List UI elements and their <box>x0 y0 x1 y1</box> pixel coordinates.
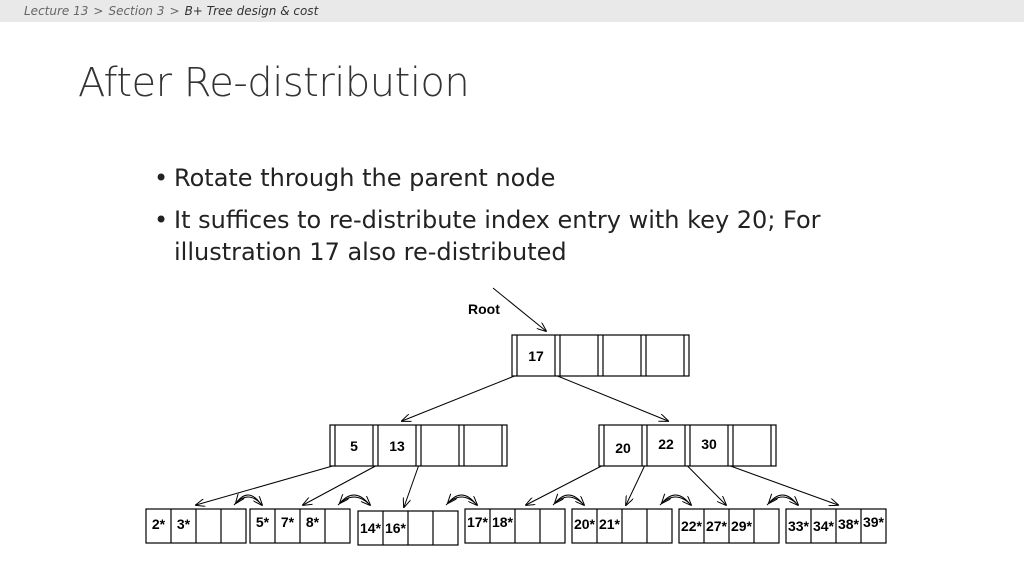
breadcrumb-current: B+ Tree design & cost <box>184 4 319 18</box>
index-key: 30 <box>701 436 717 452</box>
leaf-node <box>572 509 672 543</box>
data-entry: 14* <box>359 520 382 536</box>
index-key: 5 <box>350 438 358 454</box>
breadcrumb-section[interactable]: Section 3 <box>108 4 165 18</box>
leaf-node <box>465 509 565 543</box>
leaf-node <box>146 509 246 543</box>
bullet-text: It suffices to re-distribute index entry with key 20; For illustration 17 also re-distributed <box>174 206 821 266</box>
data-entry: 27* <box>705 518 728 534</box>
sibling-link <box>660 497 691 505</box>
child-pointer <box>626 466 645 505</box>
child-pointer <box>404 466 419 507</box>
internal-node-left <box>330 425 507 466</box>
sibling-link <box>340 495 368 503</box>
data-entry: 21* <box>598 516 621 532</box>
sibling-link <box>446 497 477 505</box>
data-entry: 3* <box>176 516 191 532</box>
sibling-link <box>553 497 584 505</box>
data-entry: 7* <box>280 514 295 530</box>
index-key: 20 <box>615 440 631 456</box>
sibling-link <box>448 495 475 503</box>
leaf-node <box>250 509 350 543</box>
data-entry: 17* <box>466 514 489 530</box>
data-entry: 20* <box>573 516 596 532</box>
data-entry: 39* <box>862 514 885 530</box>
bullet-text: Rotate through the parent node <box>174 164 556 192</box>
bullet-glyph: • <box>154 164 169 192</box>
root-label: Root <box>468 301 500 317</box>
breadcrumb-separator: > <box>169 4 180 18</box>
child-pointer <box>196 466 333 505</box>
data-entry: 5* <box>255 514 270 530</box>
sibling-link <box>338 497 370 505</box>
sibling-link <box>662 495 689 503</box>
data-entry: 34* <box>812 518 835 534</box>
data-entry: 16* <box>384 520 407 536</box>
data-entry: 8* <box>305 514 320 530</box>
slide-title: After Re-distribution <box>78 60 470 106</box>
sibling-link <box>769 495 796 503</box>
root-arrow <box>493 288 546 331</box>
sibling-link <box>555 495 582 503</box>
data-entry: 18* <box>491 514 514 530</box>
root-node <box>512 335 689 376</box>
child-pointer <box>731 466 839 505</box>
leaf-node <box>679 509 779 543</box>
leaf-node <box>358 511 458 545</box>
data-entry: 2* <box>151 516 166 532</box>
sibling-link <box>767 497 798 505</box>
child-pointer <box>526 466 602 505</box>
data-entry: 29* <box>730 518 753 534</box>
root-child-pointer <box>558 376 669 421</box>
data-entry: 38* <box>837 516 860 532</box>
leaf-node <box>786 509 886 543</box>
tree-nodes <box>146 335 886 545</box>
child-pointer <box>688 466 727 505</box>
sibling-link <box>236 495 260 503</box>
internal-node-right <box>599 425 776 466</box>
data-entry: 33* <box>787 518 810 534</box>
breadcrumb-lecture[interactable]: Lecture 13 <box>24 4 89 18</box>
tree-pointers <box>196 288 838 507</box>
data-entry: 22* <box>680 518 703 534</box>
index-key: 22 <box>658 436 674 452</box>
root-child-pointer <box>402 376 515 421</box>
breadcrumb-separator: > <box>93 4 104 18</box>
bullet-glyph: • <box>154 206 169 234</box>
index-key: 17 <box>528 348 544 364</box>
index-key: 13 <box>389 438 405 454</box>
